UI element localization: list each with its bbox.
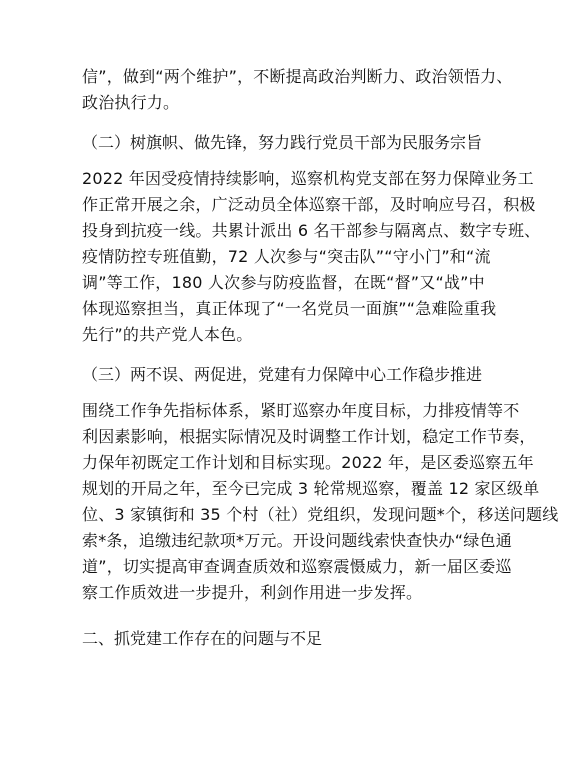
text-line: 作正常开展之余，广泛动员全体巡察干部，及时响应号召，积极 bbox=[82, 195, 536, 214]
text-line: 索*条，追缴违纪款项*万元。开设问题线索快查快办“绿色通 bbox=[82, 531, 512, 550]
section-heading-2: （二）树旗帜、做先锋，努力践行党员干部为民服务宗旨 bbox=[82, 133, 483, 152]
text-line: 投身到抗疫一线。共累计派出 6 名干部参与隔离点、数字专班、 bbox=[82, 221, 541, 240]
text-line: 调”等工作，180 人次参与防疫监督，在既“督”又“战”中 bbox=[82, 273, 485, 292]
paragraph-epidemic-response bbox=[82, 166, 541, 348]
text-line: 道”，切实提高审查调查质效和巡察震慑威力，新一届区委巡 bbox=[82, 557, 512, 576]
text-line: 利因素影响，根据实际情况及时调整工作计划，稳定工作节奏， bbox=[82, 427, 536, 446]
paragraph-political-loyalty bbox=[82, 64, 513, 116]
text-line: 规划的开局之年，至今已完成 3 轮常规巡察，覆盖 12 家区级单 bbox=[82, 479, 540, 498]
text-line: 疫情防控专班值勤，72 人次参与“突击队”“守小门”和“流 bbox=[82, 247, 491, 266]
section-heading-3: （三）两不误、两促进，党建有力保障中心工作稳步推进 bbox=[82, 365, 483, 384]
text-line: 先行”的共产党人本色。 bbox=[82, 325, 253, 344]
text-line: 围绕工作争先指标体系，紧盯巡察办年度目标，力排疫情等不 bbox=[82, 401, 520, 420]
text-line: 察工作质效进一步提升，利剑作用进一步发挥。 bbox=[82, 583, 423, 602]
text-line: 2022 年因受疫情持续影响，巡察机构党支部在努力保障业务工 bbox=[82, 169, 534, 188]
paragraph-work-progress bbox=[82, 398, 559, 606]
section-heading-problems: 二、抓党建工作存在的问题与不足 bbox=[82, 629, 323, 648]
text-line: 信”，做到“两个维护”，不断提高政治判断力、政治领悟力、 bbox=[82, 67, 513, 86]
text-line: 体现巡察担当，真正体现了“一名党员一面旗”“急难险重我 bbox=[82, 299, 497, 318]
document-page bbox=[82, 64, 559, 652]
text-line: 力保年初既定工作计划和目标实现。2022 年，是区委巡察五年 bbox=[82, 453, 534, 472]
text-line: 位、3 家镇街和 35 个村（社）党组织，发现问题*个，移送问题线 bbox=[82, 505, 559, 524]
text-line: 政治执行力。 bbox=[82, 93, 180, 112]
